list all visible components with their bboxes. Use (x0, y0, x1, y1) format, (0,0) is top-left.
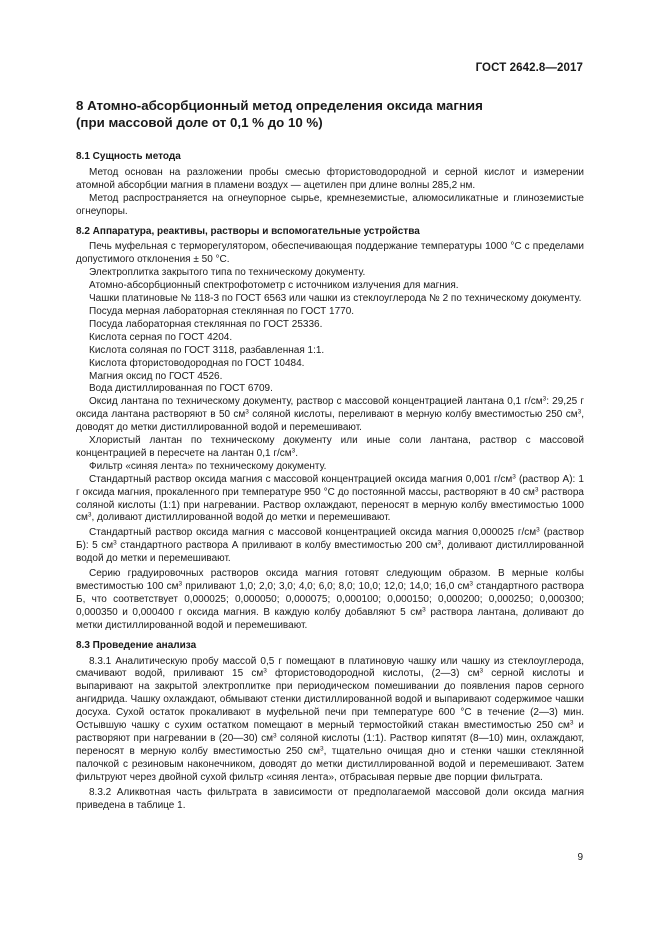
superscript: 3 (245, 408, 249, 416)
text-run: раствора соляной кислоты (1:1) при нагревании. Раствор охлаждают, переносят в мерную колбу вместимостью 1000 см (76, 486, 584, 524)
paragraph: Фильтр «синяя лента» по техническому документу. (89, 460, 327, 472)
superscript: 3 (272, 732, 277, 740)
text-run: , тщательно очищая дно и стенки чашки стеклянной палочкой с резиновым наконечником, доводят до метки дистиллированной водой и перемешивают. Затем фильтруют через двойной сухой фильтр «синяя лента», отбрасывая первые две порции фильтрата. (76, 745, 584, 783)
text-run: Стандартный раствор оксида магния с массовой концентрацией оксида магния 0,001 г/см (89, 473, 513, 485)
text-run: приливают 1,0; 2,0; 3,0; 4,0; 6,0; 8,0; 10,0; 12,0; 14,0; 16,0 см (182, 581, 470, 592)
text-run: фтористоводородной кислоты, (2—3) см (266, 668, 480, 680)
text-run: серной кислоты и выпаривают на закрытой электроплитке при периодическом помешивании до появления паров серного ангидрида. Чашку охлаждают, обмывают стенки дистиллированной водой и выпаривают содержимое чашки досуха. Сухой остаток прокаливают в муфельной печи при температуре 600 °С в течение (2—3) мин. Остывшую чашку с сухим остатком помещают в мерный термостойкий стакан вместимостью 250 см (76, 668, 585, 732)
paragraph (76, 396, 584, 435)
text-run: соляной кислоты, переливают в мерную колбу вместимостью 250 см (248, 409, 578, 421)
text-run: , доливают дистиллированной водой до метки и перемешивают. (76, 540, 584, 565)
text-run: Серию градуировочных растворов оксида магния готовят следующим образом. В мерные колбы вместимостью 100 см (76, 568, 584, 592)
superscript: 3 (87, 511, 92, 519)
section-title (76, 98, 584, 131)
superscript: 3 (178, 580, 183, 588)
heading-8-3: 8.3 Проведение анализа (76, 639, 197, 651)
superscript: 3 (263, 667, 267, 675)
paragraph: 8.3.2 Аликвотная часть фильтрата в зависимости от предполагаемой массовой доли оксида магния приведена в таблице 1. (76, 786, 584, 811)
superscript: 3 (437, 539, 442, 547)
text-run: : 29,25 г оксида лантана растворяют в 50 см (76, 396, 584, 421)
superscript: 3 (422, 606, 426, 614)
text-run: . (295, 447, 299, 459)
paragraph: Посуда мерная лабораторная стеклянная по ГОСТ 1770. (89, 305, 355, 317)
superscript: 3 (536, 526, 540, 534)
text-run: 8.3.1 Аналитическую пробу массой 0,5 г помещают в платиновую чашку или чашку из стеклоуглерода, смачивают водой, приливают 15 см (76, 655, 584, 680)
paragraph: Магния оксид по ГОСТ 4526. (89, 370, 223, 382)
section-title-line-2: (при массовой доле от 0,1 % до 10 %) (76, 114, 323, 130)
paragraph: Метод основан на разложении пробы смесью фтористоводородной и серной кислот и измерении атомной абсорбции магния в пламени воздух — ацетилен при длине волны 285,2 нм. (76, 166, 584, 191)
text-run: (раствор А): 1 г оксида магния, прокаленного при температуре 950 °С до постоянной массы, растворяют в 40 см (76, 473, 584, 498)
paragraph: Метод распространяется на огнеупорное сырье, кремнеземистые, алюмосиликатные и глиноземистые огнеупоры. (76, 192, 584, 217)
paragraph: Вода дистиллированная по ГОСТ 6709. (89, 383, 273, 395)
superscript: 3 (479, 667, 484, 675)
superscript: 3 (291, 447, 296, 455)
superscript: 3 (534, 486, 539, 494)
text-run: , доливают дистиллированной водой до метки и перемешивают. (91, 512, 391, 524)
text-run: Хлористый лантан по техническому документу или иные соли лантана, раствор с массовой концентрацией в пересчете на лантан 0,1 г/см (76, 435, 584, 459)
superscript: 3 (512, 473, 516, 481)
superscript: 3 (542, 395, 547, 403)
paragraph: Кислота фтористоводородная по ГОСТ 10484. (89, 357, 305, 369)
superscript: 3 (469, 580, 474, 588)
paragraph: Кислота серная по ГОСТ 4204. (89, 331, 233, 343)
paragraph: Чашки платиновые № 118-3 по ГОСТ 6563 или чашки из стеклоуглерода № 2 по техническому документу. (89, 293, 582, 305)
paragraph (76, 656, 584, 785)
paragraph: Атомно-абсорбционный спектрофотометр с источником излучения для магния. (89, 280, 459, 292)
text-run: соляной кислоты (1:1). Раствор кипятят (8—10) мин, охлаждают, переносят в мерную колбу вместимостью 250 см (76, 732, 584, 757)
document-body (76, 98, 584, 812)
paragraph (76, 568, 584, 633)
heading-8-1: 8.1 Сущность метода (76, 151, 181, 162)
text-run: (раствор Б): 5 см (76, 527, 584, 552)
superscript: 3 (113, 539, 117, 547)
paragraph (76, 527, 584, 566)
section-title-line-1: 8 Атомно-абсорбционный метод определения оксида магния (76, 98, 483, 113)
superscript: 3 (569, 719, 574, 727)
heading-8-2: 8.2 Аппаратура, реактивы, растворы и вспомогательные устройства (76, 225, 420, 237)
text-run: стандартного раствора А приливают в колбу вместимостью 200 см (116, 540, 438, 552)
paragraph (76, 435, 584, 461)
text-run: , доводят до метки дистиллированной водой и перемешивают. (76, 409, 584, 434)
text-run: Стандартный раствор оксида магния с массовой концентрацией оксида магния 0,000025 г/см (89, 527, 537, 539)
superscript: 3 (577, 408, 582, 416)
paragraph (76, 474, 584, 526)
text-run: стандартного раствора Б, что соответствует 0,000025; 0,000050; 0,000075; 0,000100; 0,000150; 0,000200; 0,000250; 0,000300; 0,000350 и 0,000400 г оксида магния. В каждую колбу добавляют 5 см (76, 581, 584, 618)
text-run: Оксид лантана по техническому документу, раствор с массовой концентрацией лантана 0,1 г/см (89, 396, 543, 408)
document-id-header: ГОСТ 2642.8—2017 (475, 62, 583, 74)
text-run: раствора лантана, доливают до метки дистиллированной водой и перемешивают. (76, 606, 584, 631)
text-run: и растворяют при нагревании в (20—30) см (76, 720, 584, 744)
paragraph: Печь муфельная с терморегулятором, обеспечивающая поддержание температуры 1000 °С с пределами допустимого отклонения ± 50 °С. (76, 241, 584, 266)
paragraph: Посуда лабораторная стеклянная по ГОСТ 25336. (89, 318, 323, 330)
page-number: 9 (577, 852, 583, 863)
superscript: 3 (319, 745, 324, 753)
paragraph: Электроплитка закрытого типа по техническому документу. (89, 267, 366, 279)
paragraph: Кислота соляная по ГОСТ 3118, разбавленная 1:1. (89, 344, 325, 356)
